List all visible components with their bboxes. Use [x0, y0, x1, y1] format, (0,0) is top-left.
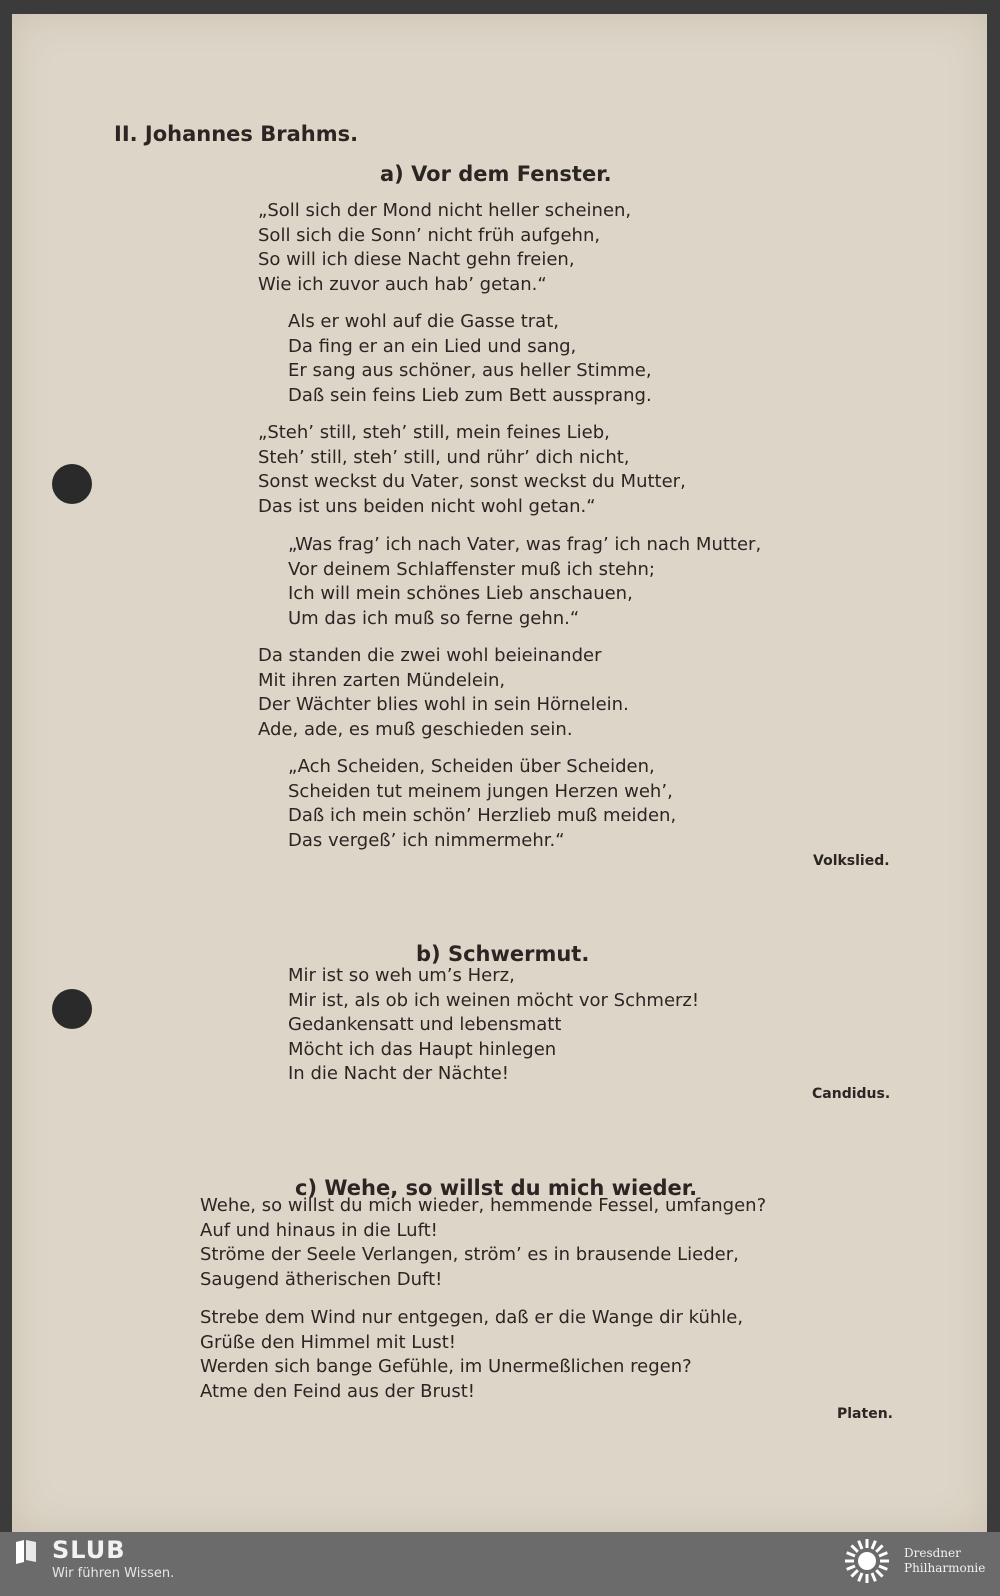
verse-line: Er sang aus schöner, aus heller Stimme, [288, 360, 652, 381]
song-title-a: a) Vor dem Fenster. [380, 162, 612, 186]
verse-line: Wehe, so willst du mich wieder, hemmende Fessel, umfangen? [200, 1195, 767, 1216]
verse-line: „Was frag’ ich nach Vater, was frag’ ich nach Mutter, [288, 534, 762, 555]
stanza [288, 533, 761, 631]
book-icon [14, 1538, 38, 1564]
attribution: Candidus. [812, 1086, 891, 1102]
song-title-b: b) Schwermut. [416, 942, 590, 966]
verse-line: Da fing er an ein Lied und sang, [288, 335, 577, 357]
song-title-c: c) Wehe, so willst du mich wieder. [295, 1176, 698, 1200]
verse-line: In die Nacht der Nächte! [288, 1063, 510, 1084]
slub-logo-text[interactable]: SLUB [52, 1536, 126, 1564]
verse-line: Sonst weckst du Vater, sonst weckst du Mutter, [258, 471, 686, 492]
stanza [288, 755, 676, 853]
philharmonie-logo-text[interactable] [904, 1546, 985, 1576]
verse-line: Vor deinem Schlaffenster muß ich stehn; [288, 558, 655, 580]
verse-line: So will ich diese Nacht gehn freien, [258, 249, 575, 270]
stanza [200, 1306, 743, 1404]
viewer-footer [0, 1532, 1000, 1596]
punch-hole [52, 989, 92, 1029]
verse-line: Ich will mein schönes Lieb anschauen, [288, 583, 633, 604]
verse-line: Das vergeß’ ich nimmermehr.“ [288, 829, 565, 851]
stanza [288, 964, 699, 1087]
verse-line: Scheiden tut meinem jungen Herzen weh’, [288, 780, 673, 802]
attribution: Volkslied. [813, 853, 890, 869]
stanza [200, 1194, 766, 1292]
verse-line: Gedankensatt und lebensmatt [288, 1014, 562, 1035]
verse-line: Mit ihren zarten Mündelein, [258, 669, 506, 691]
verse-line: Soll sich die Sonn’ nicht früh aufgehn, [258, 224, 601, 246]
verse-line: „Soll sich der Mond nicht heller scheinen, [258, 200, 632, 221]
stanza [258, 644, 629, 742]
stanza [288, 310, 652, 408]
verse-line: Der Wächter blies wohl in sein Hörnelein. [258, 694, 629, 715]
verse-line: Mir ist so weh um’s Herz, [288, 965, 515, 986]
verse-line: Mir ist, als ob ich weinen möcht vor Schmerz! [288, 989, 700, 1011]
verse-line: Grüße den Himmel mit Lust! [200, 1331, 457, 1353]
stanza [258, 421, 686, 519]
philharmonie-line2: Philharmonie [904, 1561, 986, 1575]
verse-line: Möcht ich das Haupt hinlegen [288, 1038, 557, 1060]
verse-line: Strebe dem Wind nur entgegen, daß er die Wange dir kühle, [200, 1307, 744, 1328]
verse-line: Ströme der Seele Verlangen, ström’ es in brausende Lieder, [200, 1244, 739, 1265]
stanza [258, 199, 631, 297]
philharmonie-logo-icon[interactable] [842, 1536, 892, 1586]
verse-line: „Steh’ still, steh’ still, mein feines Lieb, [258, 422, 610, 443]
composer-heading: II. Johannes Brahms. [114, 122, 359, 146]
verse-line: Daß ich mein schön’ Herzlieb muß meiden, [288, 805, 677, 826]
verse-line: Daß sein feins Lieb zum Bett aussprang. [288, 384, 652, 406]
verse-line: Als er wohl auf die Gasse trat, [288, 311, 559, 332]
verse-line: Da standen die zwei wohl beieinander [258, 645, 602, 666]
verse-line: Atme den Feind aus der Brust! [200, 1380, 475, 1402]
document-page [12, 14, 987, 1532]
verse-line: Das ist uns beiden nicht wohl getan.“ [258, 495, 596, 517]
slub-tagline: Wir führen Wissen. [52, 1566, 175, 1581]
verse-line: Werden sich bange Gefühle, im Unermeßlichen regen? [200, 1356, 692, 1377]
verse-line: Auf und hinaus in die Luft! [200, 1219, 438, 1241]
punch-hole [52, 464, 92, 504]
verse-line: Ade, ade, es muß geschieden sein. [258, 718, 573, 740]
attribution: Platen. [837, 1406, 893, 1422]
verse-line: Um das ich muß so ferne gehn.“ [288, 607, 580, 629]
verse-line: Steh’ still, steh’ still, und rühr’ dich nicht, [258, 446, 630, 468]
verse-line: Saugend ätherischen Duft! [200, 1268, 443, 1290]
verse-line: Wie ich zuvor auch hab’ getan.“ [258, 273, 547, 295]
verse-line: „Ach Scheiden, Scheiden über Scheiden, [288, 756, 655, 777]
philharmonie-line1: Dresdner [904, 1546, 961, 1560]
